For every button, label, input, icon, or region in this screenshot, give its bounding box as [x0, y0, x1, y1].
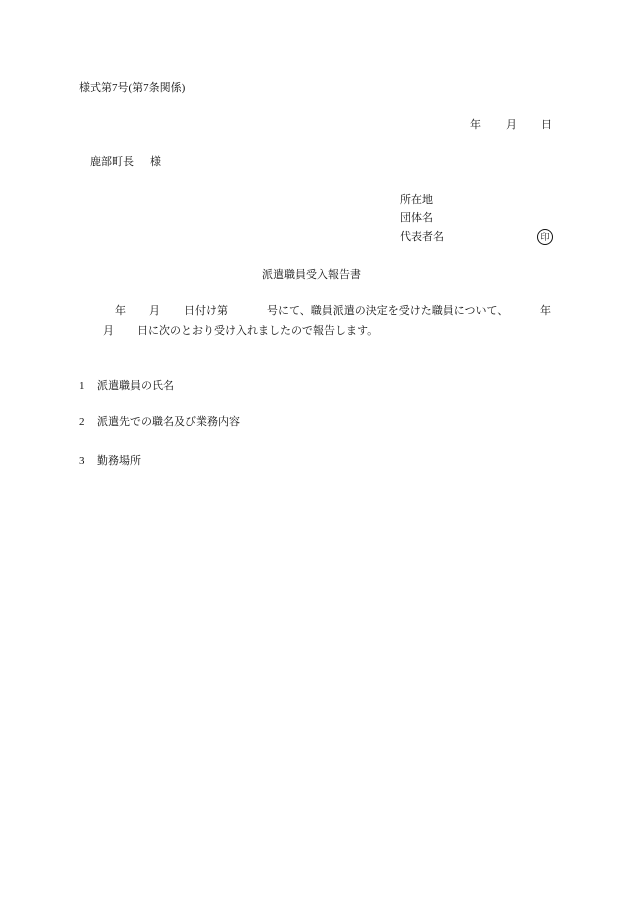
- address-label: 所在地: [400, 194, 433, 206]
- body-segment: 月: [149, 305, 160, 317]
- item-number: 3: [79, 455, 85, 467]
- item-label: 派遣職員の氏名: [97, 380, 174, 392]
- body-segment: 日付け第: [184, 305, 228, 317]
- item-label: 勤務場所: [97, 455, 141, 467]
- representative-label: 代表者名: [400, 231, 444, 243]
- date-day-label: 日: [541, 119, 552, 131]
- body-segment: 月: [103, 325, 114, 337]
- item-label: 派遣先での職名及び業務内容: [97, 416, 240, 428]
- organization-label: 団体名: [400, 212, 433, 224]
- seal-mark: 印: [537, 229, 553, 245]
- date-month-label: 月: [506, 119, 517, 131]
- body-segment: 日に次のとおり受け入れましたので報告します。: [137, 325, 379, 337]
- body-segment: 号にて、職員派遣の決定を受けた職員について、: [267, 305, 509, 317]
- body-segment: 年: [540, 305, 551, 317]
- form-number: 様式第7号(第7条関係): [79, 82, 186, 94]
- item-number: 1: [79, 380, 85, 392]
- addressee-honorific: 様: [150, 156, 161, 168]
- body-segment: 年: [115, 305, 126, 317]
- addressee-name: 鹿部町長: [90, 156, 134, 168]
- date-year-label: 年: [470, 119, 481, 131]
- item-number: 2: [79, 416, 85, 428]
- document-title: 派遣職員受入報告書: [262, 269, 361, 281]
